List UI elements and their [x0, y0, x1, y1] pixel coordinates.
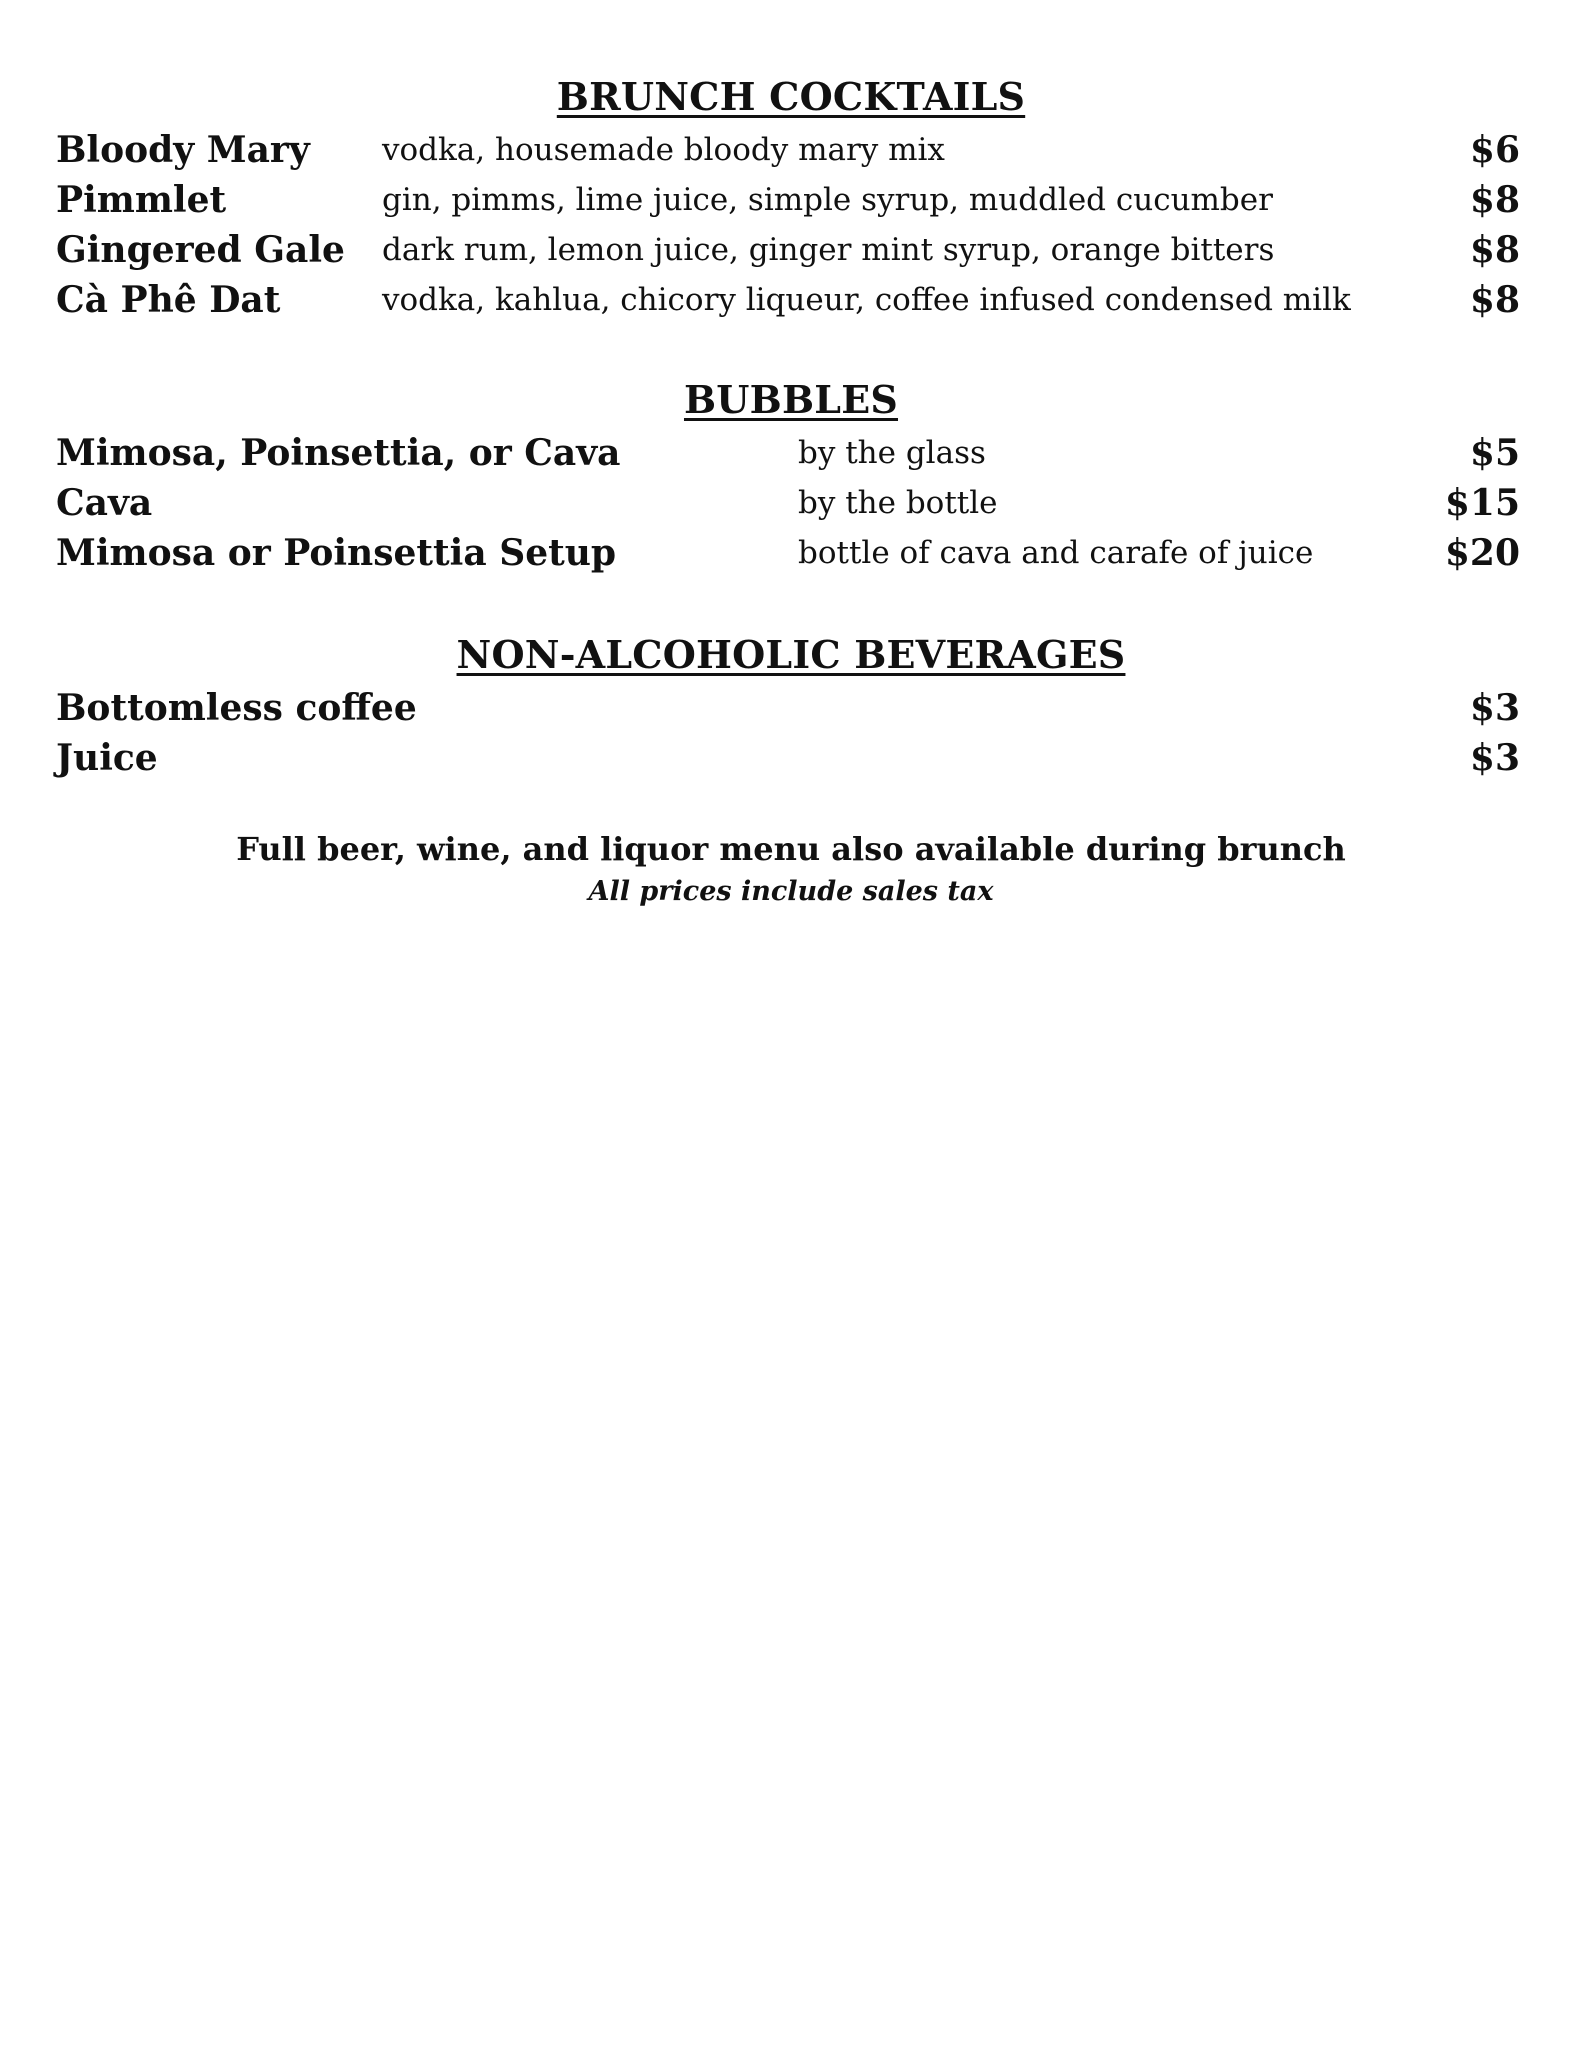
sales-tax-note: All prices include sales tax [588, 876, 994, 907]
menu-item-gingered-gale [0, 225, 1582, 275]
menu-item-bloody-mary [0, 125, 1582, 175]
item-description: vodka, kahlua, chicory liqueur, coffee infused condensed milk [382, 282, 1351, 318]
item-name: Gingered Gale [56, 229, 345, 271]
menu-item-cava [0, 478, 1582, 528]
item-description: vodka, housemade bloody mary mix [382, 132, 945, 168]
item-name: Cà Phê Dat [56, 279, 281, 321]
item-price: $5 [1469, 432, 1520, 474]
item-price: $3 [1469, 687, 1520, 729]
menu-item-ca-phe-dat [0, 275, 1582, 325]
item-price: $6 [1469, 129, 1520, 171]
item-price: $20 [1444, 532, 1520, 574]
item-name: Mimosa or Poinsettia Setup [56, 532, 617, 574]
item-name: Pimmlet [56, 179, 227, 221]
section-title-non-alcoholic-beverages: NON-ALCOHOLIC BEVERAGES [456, 632, 1126, 677]
item-price: $8 [1469, 229, 1520, 271]
item-description: by the bottle [798, 485, 998, 521]
item-price: $3 [1469, 737, 1520, 779]
menu-item-juice [0, 733, 1582, 783]
item-name: Bottomless coffee [56, 687, 417, 729]
menu-item-bottomless-coffee [0, 683, 1582, 733]
item-name: Cava [56, 482, 153, 524]
item-description: by the glass [798, 435, 986, 471]
item-description: dark rum, lemon juice, ginger mint syrup, orange bitters [382, 232, 1275, 268]
item-price: $15 [1444, 482, 1520, 524]
full-menu-note: Full beer, wine, and liquor menu also available during brunch [236, 830, 1346, 868]
item-description: bottle of cava and carafe of juice [798, 535, 1314, 571]
menu-item-mimosa-poinsettia-cava [0, 428, 1582, 478]
item-name: Juice [56, 737, 158, 779]
section-title-bubbles: BUBBLES [683, 377, 899, 422]
item-description: gin, pimms, lime juice, simple syrup, muddled cucumber [382, 182, 1273, 218]
item-price: $8 [1469, 279, 1520, 321]
menu-item-pimmlet [0, 175, 1582, 225]
item-name: Bloody Mary [56, 129, 310, 171]
item-name: Mimosa, Poinsettia, or Cava [56, 432, 621, 474]
item-price: $8 [1469, 179, 1520, 221]
menu-item-mimosa-poinsettia-setup [0, 528, 1582, 578]
section-title-brunch-cocktails: BRUNCH COCKTAILS [556, 74, 1026, 119]
